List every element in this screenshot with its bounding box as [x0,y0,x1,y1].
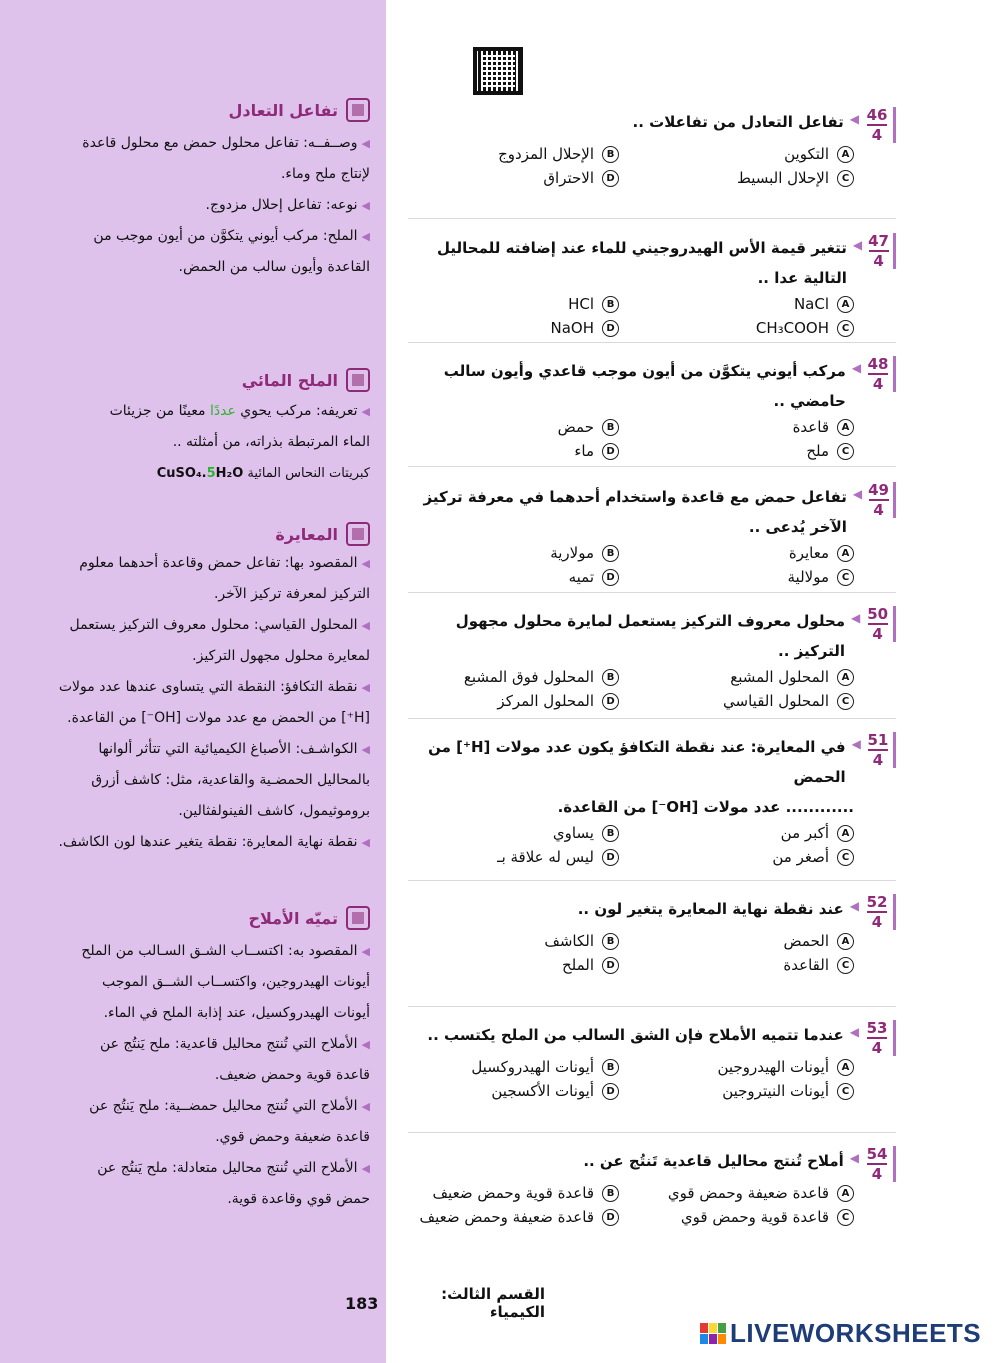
graduation-cap-icon [346,98,370,122]
option-b[interactable]: B يساوي [384,824,619,842]
option-a[interactable]: A أكبر من [619,824,854,842]
option-c[interactable]: C الإحلال البسيط [619,169,854,187]
bullet-icon: ◀ [361,1100,370,1113]
question-number: 47 4 [868,233,896,269]
arrow-icon: ◀ [852,238,863,252]
option-b[interactable]: B قاعدة قوية وحمض ضعيف [384,1184,619,1202]
option-b[interactable]: B المحلول فوق المشبع [384,668,619,686]
question-number: 51 4 [867,732,896,768]
section-salt-hydrolysis [20,906,370,1215]
option-d[interactable]: D المحلول المركز [384,692,619,710]
question-48 [408,356,896,460]
question-text: مركب أيوني يتكوَّن من أيون موجب قاعدي وأيون سالب حامضي .. [443,362,846,410]
formula: CuSO₄.5H₂O [156,466,244,481]
summary-line: ◀المقصود بها: تفاعل حمض وقاعدة أحدهما معلوم [79,555,370,571]
summary-line: لمعايرة محلول مجهول التركيز. [192,648,370,664]
summary-line: ◀المحلول القياسي: محلول معروف التركيز يستعمل [69,617,370,633]
option-b[interactable]: B الكاشف [384,932,619,950]
option-c[interactable]: C قاعدة قوية وحمض قوي [619,1208,854,1226]
summary-line: ◀تعريفه: مركب يحوي عددًا معينًا من جزيئات [109,403,370,419]
option-a[interactable]: A أيونات الهيدروجين [619,1058,854,1076]
arrow-icon: ◀ [849,1025,859,1039]
option-b[interactable]: B مولارية [384,544,619,562]
page-footer [345,1285,545,1321]
divider [408,880,896,881]
summary-line: ◀الملح: مركب أيوني يتكوَّن من أيون موجب من [93,228,370,244]
qr-code[interactable] [473,47,523,95]
option-c[interactable]: C القاعدة [619,956,854,974]
summary-line: حمض قوي وقاعدة قوية. [227,1191,370,1207]
question-46 [408,107,896,187]
section-titration [20,522,370,858]
divider [408,466,896,467]
option-d[interactable]: D تميه [384,568,619,586]
option-a[interactable]: A قاعدة [619,418,854,436]
question-number: 49 4 [868,482,896,518]
summary-line: قاعدة قوية وحمض ضعيف. [214,1067,370,1083]
option-c[interactable]: C أصغر من [619,848,854,866]
summary-line: [H⁺] من الحمض مع عدد مولات [OH⁻] من القاعدة. [67,710,370,726]
option-a[interactable]: A معايرة [619,544,854,562]
option-c[interactable]: C CH₃COOH [619,319,854,337]
brand-name: LIVEWORKSHEETS [730,1318,982,1348]
section-title: تميّه الأملاح [248,908,338,928]
option-c[interactable]: C المحلول القياسي [619,692,854,710]
divider [408,1006,896,1007]
section-neutralization [20,98,370,283]
divider [408,718,896,719]
bullet-icon: ◀ [361,1038,370,1051]
question-number: 52 4 [865,894,896,930]
bullet-icon: ◀ [361,681,370,694]
summary-line: لإنتاج ملح وماء. [280,166,370,182]
option-a[interactable]: A قاعدة ضعيفة وحمض قوي [619,1184,854,1202]
question-text: عندما تتميه الأملاح فإن الشق السالب من الملح يكتسب .. [427,1026,844,1044]
question-number: 54 4 [865,1146,896,1182]
question-text: تفاعل حمض مع قاعدة واستخدام أحدهما في معرفة تركيز الآخر يُدعى .. [423,488,847,536]
summary-line: أيونات الهيدروجين، واكتســاب الشــق الموجب [101,974,370,990]
question-52 [408,894,896,974]
arrow-icon: ◀ [849,112,859,126]
section-title: تفاعل التعادل [228,100,338,120]
divider [408,218,896,219]
question-text: محلول معروف التركيز يستعمل لمايرة محلول مجهول التركيز .. [455,612,846,660]
summary-line: أيونات الهيدروكسيل، عند إذابة الملح في الماء. [103,1005,370,1021]
question-text: عند نقطة نهاية المعايرة يتغير لون .. [577,900,844,918]
book-icon [346,522,370,546]
divider [408,592,896,593]
question-47 [408,233,896,337]
question-54 [408,1146,896,1226]
option-b[interactable]: B الإحلال المزدوج [384,145,619,163]
arrow-icon: ◀ [851,611,861,625]
section-hydrated-salt [20,368,370,489]
bullet-icon: ◀ [361,743,370,756]
liveworksheets-logo[interactable] [700,1318,981,1349]
example-line: كبريتات النحاس المائية CuSO₄.5H₂O [156,466,370,481]
option-b[interactable]: B حمض [384,418,619,436]
question-49 [408,482,896,586]
summary-line: ◀الكواشـف: الأصباغ الكيميائية التي تتأثر ألوانها [98,741,370,757]
summary-line: ◀نقطة التكافؤ: النقطة التي يتساوى عندها عدد مولات [58,679,370,695]
question-number: 50 4 [866,606,896,642]
pen-icon [346,368,370,392]
option-d[interactable]: D الاحتراق [384,169,619,187]
bullet-icon: ◀ [361,137,370,150]
option-c[interactable]: C ملح [619,442,854,460]
option-b[interactable]: B أيونات الهيدروكسيل [384,1058,619,1076]
option-d[interactable]: D أيونات الأكسجين [384,1082,619,1100]
logo-icon [700,1323,726,1344]
summary-line: القاعدة وأيون سالب من الحمض. [178,259,370,275]
arrow-icon: ◀ [852,487,863,501]
summary-line: ◀نقطة نهاية المعايرة: نقطة يتغير عندها لون الكاشف. [58,834,370,850]
notebook-icon [346,906,370,930]
summary-line: ◀الأملاح التي تُنتج محاليل متعادلة: ملح يَنتُج عن [97,1160,370,1176]
bullet-icon: ◀ [361,557,370,570]
summary-line: التركيز لمعرفة تركيز الآخر. [213,586,370,602]
bullet-icon: ◀ [361,945,370,958]
option-d[interactable]: D ليس له علاقة بـ [384,848,619,866]
question-50 [408,606,896,710]
summary-line: قاعدة ضعيفة وحمض قوي. [215,1129,370,1145]
arrow-icon: ◀ [849,1151,859,1165]
summary-line: ◀الأملاح التي تُنتج محاليل حمضــية: ملح يَنتُج عن [89,1098,370,1114]
footer-section: القسم الثالث: الكيمياء [441,1285,545,1321]
question-51 [408,732,896,866]
summary-line: الماء المرتبطة بذراته، من أمثلته .. [172,434,370,450]
option-c[interactable]: C أيونات النيتروجين [619,1082,854,1100]
option-a[interactable]: A الحمض [619,932,854,950]
question-text: تتغير قيمة الأس الهيدروجيني للماء عند إضافته للمحاليل التالية عدا .. [437,239,847,287]
bullet-icon: ◀ [361,836,370,849]
section-title: المعايرة [275,524,338,544]
question-text: أملاح تُنتج محاليل قاعدية تَنتُج عن .. [583,1152,844,1170]
bullet-icon: ◀ [361,1162,370,1175]
option-d[interactable]: D ماء [384,442,619,460]
option-a[interactable]: A NaCl [619,295,854,313]
bullet-icon: ◀ [361,230,370,243]
option-d[interactable]: D الملح [384,956,619,974]
option-a[interactable]: A التكوين [619,145,854,163]
question-text: في المعايرة: عند نقطة التكافؤ يكون عدد مولات [H⁺] من الحمض [428,738,846,786]
page-number: 183 [345,1293,379,1313]
summary-line: ◀وصــفــه: تفاعل محلول حمض مع محلول قاعدة [82,135,370,151]
summary-line: ◀الأملاح التي تُنتج محاليل قاعدية: ملح يَنتُج عن [99,1036,370,1052]
summary-line: ◀نوعه: تفاعل إحلال مزدوج. [205,197,370,213]
option-d[interactable]: D NaOH [384,319,619,337]
option-a[interactable]: A المحلول المشبع [619,668,854,686]
question-number: 48 4 [867,356,896,392]
section-title: الملح المائي [241,370,338,390]
summary-line: بروموثيمول، كاشف الفينولفثالين. [178,803,370,819]
summary-line: ◀المقصود به: اكتســاب الشـق السـالب من الملح [81,943,370,959]
divider [408,342,896,343]
question-number: 46 4 [865,107,896,143]
summary-line: بالمحاليل الحمضـية والقاعدية، مثل: كاشف أزرق [91,772,370,788]
arrow-icon: ◀ [851,737,861,751]
option-d[interactable]: D قاعدة ضعيفة وحمض ضعيف [384,1208,619,1226]
arrow-icon: ◀ [851,361,862,375]
bullet-icon: ◀ [361,619,370,632]
bullet-icon: ◀ [361,199,370,212]
arrow-icon: ◀ [849,899,859,913]
divider [408,1132,896,1133]
question-number: 53 4 [865,1020,896,1056]
option-c[interactable]: C مولالية [619,568,854,586]
question-53 [408,1020,896,1100]
question-text-continued: ............ عدد مولات [OH⁻] من القاعدة. [557,798,854,816]
question-text: تفاعل التعادل من تفاعلات .. [632,113,844,131]
option-b[interactable]: B HCl [384,295,619,313]
bullet-icon: ◀ [361,405,370,418]
